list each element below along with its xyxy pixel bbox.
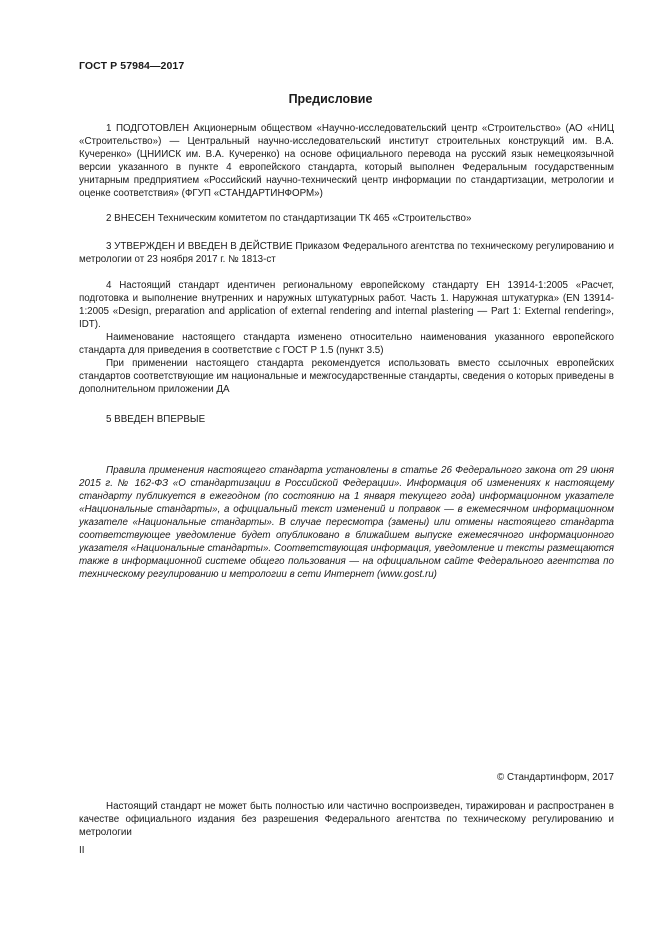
foreword-item-2: 2 ВНЕСЕН Техническим комитетом по стандартизации ТК 465 «Строительство» [106, 213, 472, 224]
reproduction-notice-block [79, 800, 614, 839]
foreword-item-5-block [79, 413, 614, 426]
foreword-item-4-block [79, 279, 614, 396]
copyright: © Стандартинформ, 2017 [497, 772, 614, 783]
foreword-item-4: 4 Настоящий стандарт идентичен региональному европейскому стандарту ЕН 13914-1:2005 «Расчет, подготовка и выполнение внутренних и наружных штукатурных работ. Часть 1. Наружная штукатурка» (EN 13914-1:2005 «Design, preparation and application of external rendering and internal plastering — Part 1: External rendering», IDT). [79, 280, 614, 330]
foreword-item-3-block [79, 240, 614, 266]
foreword-item-4-name-note: Наименование настоящего стандарта изменено относительно наименования указанного европейского стандарта для приведения в соответствие с ГОСТ Р 1.5 (пункт 3.5) [79, 332, 614, 356]
foreword-item-4-usage-note: При применении настоящего стандарта рекомендуется использовать вместо ссылочных европейских стандартов соответствующие им национальные и межгосударственные стандарты, сведения о которых приведены в дополнительном приложении ДА [79, 358, 614, 395]
rules-note-block [79, 464, 614, 581]
document-header: ГОСТ Р 57984—2017 [79, 60, 185, 72]
foreword-item-5: 5 ВВЕДЕН ВПЕРВЫЕ [106, 414, 206, 425]
page-title: Предисловие [288, 92, 373, 106]
foreword-item-1: 1 ПОДГОТОВЛЕН Акционерным обществом «Научно-исследовательский центр «Строительство» (АО «НИЦ «Строительство») — Центральный научно-исследовательский институт строительных конструкций им. В.А. Кучеренко» (ЦНИИСК им. В.А. Кучеренко) на основе официального перевода на русский язык немецкоязычной версии указанного в пункте 4 европейского стандарта, который выполнен Федеральным государственным унитарным предприятием «Российский научно-технический центр информации по стандартизации, метрологии и оценке соответствия» (ФГУП «СТАНДАРТИНФОРМ») [79, 123, 614, 199]
rules-note: Правила применения настоящего стандарта установлены в статье 26 Федерального закона от 29 июня 2015 г. № 162-ФЗ «О стандартизации в Российской Федерации». Информация об изменениях к настоящему стандарту публикуется в ежегодном (по состоянию на 1 января текущего года) информационном указателе «Национальные стандарты», а официальный текст изменений и поправок — в ежемесячном информационном указателе «Национальные стандарты». В случае пересмотра (замены) или отмены настоящего стандарта соответствующее уведомление будет опубликовано в ближайшем выпуске ежемесячного информационного указателя «Национальные стандарты». Соответствующая информация, уведомление и тексты размещаются также в информационной системе общего пользования — на официальном сайте Федерального агентства по техническому регулированию и метрологии в сети Интернет (www.gost.ru) [79, 465, 614, 580]
page-number: II [79, 845, 85, 856]
foreword-item-1-block [79, 122, 614, 200]
reproduction-notice: Настоящий стандарт не может быть полностью или частично воспроизведен, тиражирован и распространен в качестве официального издания без разрешения Федерального агентства по техническому регулированию и метрологии [79, 801, 614, 838]
foreword-item-3: 3 УТВЕРЖДЕН И ВВЕДЕН В ДЕЙСТВИЕ Приказом Федерального агентства по техническому регулированию и метрологии от 23 ноября 2017 г. № 1813-ст [79, 241, 614, 265]
foreword-item-2-block [79, 212, 614, 225]
